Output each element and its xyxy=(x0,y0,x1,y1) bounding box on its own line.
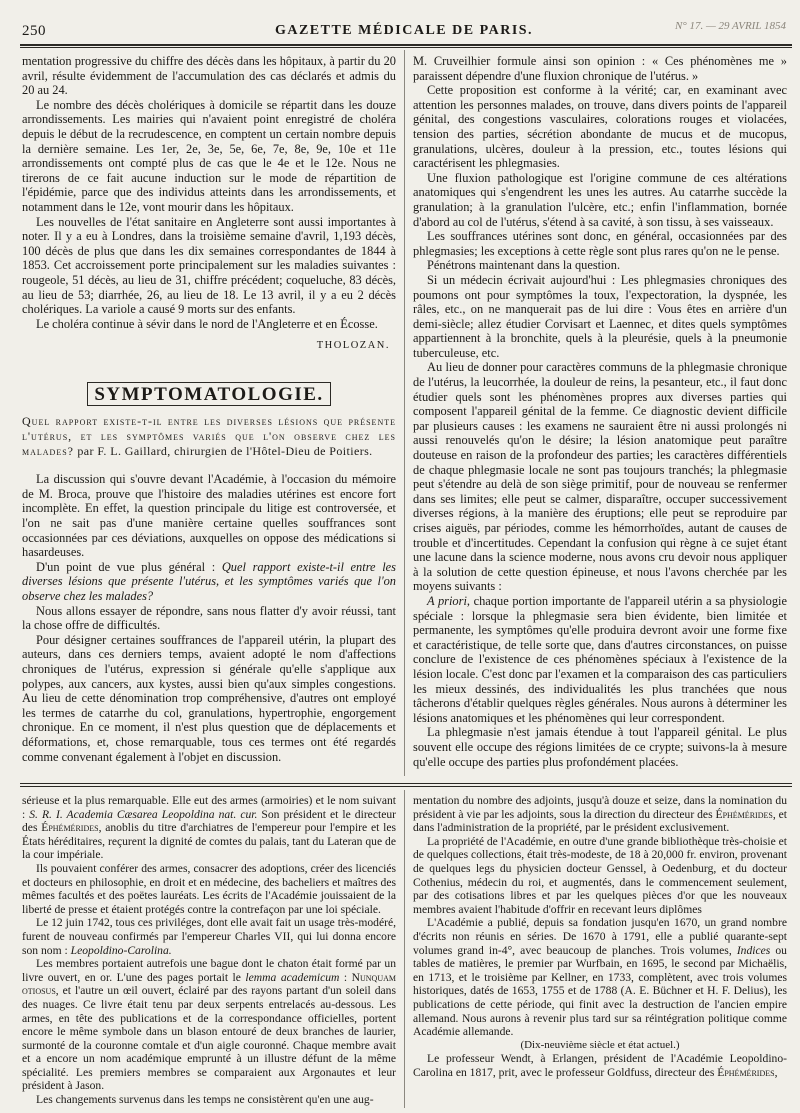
feuilleton-left-column xyxy=(22,794,396,1107)
journal-title: GAZETTE MÉDICALE DE PARIS. xyxy=(274,23,534,38)
author-signature: THOLOZAN. xyxy=(316,340,390,352)
page-number: 250 xyxy=(22,23,46,39)
paragraph: Pour désigner certaines souffrances de l'appareil utérin, la plupart des auteurs, dans ces derniers temps, avaient adopté le nom d'affections chroniques de l'utérus, expression si générale qu'elle s'applique aux polypes, aux cancers, aux kystes, aussi bien qu'aux simples congestions. Au lieu de cette dénomination trop compréhensive, d'autres ont employé les termes de catarrhe du col, granulations, hypertrophie, engorgement chronique. En ce moment, il n'est plus question que de déplacements et déformations, et, chose remarquable, tous ces termes ont été regardés comme convenant également à l'objet en discussion. xyxy=(22,632,396,764)
paragraph: Les souffrances utérines sont donc, en général, occasionnées par des phlegmasies; les exceptions à cette règle sont plus rares qu'on ne le pense. xyxy=(413,229,787,258)
paragraph: D'un point de vue plus général : Quel rapport existe-t-il entre les diverses lésions que présente l'utérus, et les symptômes variés que l'on observe chez les malades? xyxy=(22,559,396,603)
column-divider xyxy=(404,50,405,776)
feuilleton-right-column xyxy=(413,794,787,1079)
paragraph: Une fluxion pathologique est l'origine commune de ces altérations anatomiques qui s'engendrent les unes les autres. Au catarrhe succède la granulation; à la granulation l'ulcère, etc.; enfin l'inflammation, bornée d'abord au col de l'utérus, s'étend à sa cavité, à son tissu, à ses vaisseaux. xyxy=(413,170,787,229)
paragraph: Cette proposition est conforme à la vérité; car, en examinant avec attention les personnes malades, on trouve, dans divers points de l'appareil génital, des congestions vasculaires, colorations rouges et violacées, tension des parties, sécrétion abondante de mucus et de mucopus, granulations, ulcères, douleur à la pression, etc., toutes lésions qui caractérisent les phlegmasies. xyxy=(413,83,787,171)
section-heading: SYMPTOMATOLOGIE. xyxy=(22,388,396,403)
paragraph: La propriété de l'Académie, en outre d'une grande bibliothèque très-choisie et de quelques collections, était très-modeste, de 18 à 20,000 fr. environ, provenant de quelques legs du physicien docteur Genssel, à Oedenburg, et du docteur Cothenius, médecin du roi, et augmentés, dans le commencement seulement, par des cotisations libres et par les quelques pièces d'or que les nouveaux membres avaient l'habitude d'offrir en recevant leurs diplômes xyxy=(413,834,787,916)
paragraph: Le nombre des décès cholériques à domicile se répartit dans les douze arrondissements. Les mairies qui n'avaient point enregistré de choléra depuis le début de la recrudescence, en comptent un certain nombre depuis la dernière semaine. Les 1er, 2e, 3e, 5e, 6e, 7e, 8e, 9e, 10e et 11e arrondissements ont compté plus de cas que le 4e et le 12e. Nous ne tirerons de ce fait aucune induction sur le mode de répartition de l'épidémie, parce que des individus atteints dans les arrondissements, et notamment dans le 12e, vont mourir dans les hôpitaux. xyxy=(22,97,396,214)
paragraph: Les nouvelles de l'état sanitaire en Angleterre sont aussi importantes à noter. Il y a eu à Londres, dans la troisième semaine d'avril, 1,193 décès, 100 décès de plus que dans les dix semaines correspondantes de 1844 à 1853. Cet accroissement porte principalement sur les maladies suivantes : rougeole, 51 décès, au lieu de 31, chiffre précédent; coqueluche, 83 décès, au lieu de 53; diarrhée, 26, au lieu de 18. Le 13 avril, il y a eu 2 décès cholériques. La variole a causé 9 morts sur des enfants. xyxy=(22,214,396,317)
paragraph: Ils pouvaient conférer des armes, consacrer des adoptions, créer des licenciés et docteurs en philosophie, en droit et en médecine, des bacheliers et maîtres des mêmes facultés et des poëtes lauréats. Les écrits de l'Académie jouissaient de la liberté de presse et étaient protégés contre la contrefaçon par une loi spéciale. xyxy=(22,861,396,916)
paragraph: A priori, chaque portion importante de l'appareil utérin a sa physiologie spéciale : lorsque la phlegmasie sera bien évidente, bien limitée et permanente, les symptômes qu'elle produira devront avoir une forme fixe et caractéristique, de telle sorte que, dans d'autres circonstances, on puisse conclure de l'existence de ces phénomènes spéciaux à l'existence de la lésion locale. C'est donc par l'examen et la comparaison des cas particuliers les mieux dessinés, des individualités les plus tranchées que nous tâcherons d'établir quelques règles générales. Nous aurons à déterminer les lésions anatomiques et les phénomènes qui leur correspondent. xyxy=(413,593,787,725)
subsection-heading: (Dix-neuvième siècle et état actuel.) xyxy=(520,1038,680,1051)
paragraph: Pénétrons maintenant dans la question. xyxy=(427,258,621,273)
paragraph: Au lieu de donner pour caractères communs de la phlegmasie chronique de l'utérus, la leucorrhée, la douleur de reins, la pesanteur, etc., il faut donc étudier quels sont les phénomènes propres aux diverses parties qui composent l'appareil génital de la femme. Ce diagnostic devient difficile par plusieurs causes : les examens ne sauraient être ni aussi prolongés ni aussi renouvelés qu'on le désire; la lésion anatomique peut paraître douteuse en raison de la profondeur des parties; les caractères différentiels de chaque phlegmasie locale ne sont pas toujours tranchés; la phlegmasie peut s'étendre au delà de son siège primitif, pour de nouveau se renfermer dans ses limites; elle peut se calmer, disparaître, occuper successivement diverses régions, à la manière des éruptions; elle peut se reproduire par crises aiguës, par périodes, comme les hémorrhoïdes, autant de causes de trouble et d'incertitudes. Cependant la confusion qui règne à ce sujet étant une lacune dans la science moderne, nous avons cru devoir nous appliquer à la solution de cette question épineuse, et nous l'avons cherchée par les moyens suivants : xyxy=(413,360,787,594)
header-rule xyxy=(20,44,792,46)
feuilleton-column-divider xyxy=(404,790,405,1108)
library-stamp: N° 17. — 29 AVRIL 1854 xyxy=(674,20,786,32)
header-rule-thin xyxy=(20,47,792,48)
paragraph: sérieuse et la plus remarquable. Elle eut des armes (armoiries) et le nom suivant : S. R. I. Academia Cæsarea Leopoldina nat. cur. Son président et le directeur des Éphémérides, anoblis du titre d'archiatres de l'empereur pour l'empire et les États héréditaires, reçurent la dignité de comtes du palais, tant du Lateran que de la cour impériale. xyxy=(22,794,396,862)
feuilleton-rule-thin xyxy=(20,786,792,787)
paragraph: mentation progressive du chiffre des décès dans les hôpitaux, à partir du 20 avril, résulte évidemment de l'accumulation des cas déclarés et admis du 20 au 24. xyxy=(22,54,396,98)
paragraph: Le professeur Wendt, à Erlangen, président de l'Académie Leopoldino-Carolina en 1817, prit, avec le professeur Goldfuss, directeur des Éphémérides, xyxy=(413,1052,787,1079)
paragraph: La discussion qui s'ouvre devant l'Académie, à l'occasion du mémoire de M. Broca, prouve que l'histoire des maladies utérines est encore fort incomplète. En effet, la question principale du litige est controversée, et l'on ne sait pas d'une manière certaine quelles souffrances sont occasionnées par ces déviations, auxquelles on oppose des médications si hasardeuses. xyxy=(22,472,396,560)
paragraph: mentation du nombre des adjoints, jusqu'à douze et seize, dans la nomination du président à vie par les adjoints, sous la direction du directeur des Éphémérides, et dans l'administration de la propriété, par le président exclusivement. xyxy=(413,794,787,835)
paragraph: M. Cruveilhier formule ainsi son opinion : « Ces phénomènes me » paraissent dépendre d'une fluxion chronique de l'utérus. » xyxy=(413,54,787,83)
paragraph: La phlegmasie n'est jamais étendue à tout l'appareil génital. Le plus souvent elle occupe des régions limitées de ce crypte; suivons-la à mesure qu'elle occupe des parties plus profondément placées. xyxy=(413,725,787,769)
article-heading: Quel rapport existe-t-il entre les diverses lésions que présente l'utérus, et les symptômes variés que l'on observe chez les malades? par F. L. Gaillard, chirurgien de l'Hôtel-Dieu de Poitiers. xyxy=(22,414,396,458)
feuilleton-rule xyxy=(20,783,792,784)
paragraph: Le choléra continue à sévir dans le nord de l'Angleterre et en Écosse. xyxy=(36,316,378,331)
page-header xyxy=(18,20,790,42)
paragraph: Les membres portaient autrefois une bague dont le chaton était formé par un livre ouvert, en or. L'une des pages portait le lemma academicum : Nunquam otiosus, et l'autre un œil ouvert, éclairé par des rayons partant d'un soleil dans des nuages. Ce livre était tenu par deux serpents entrelacés au-dessous. Les armes, en tête des publications et de la correspondance officielles, portent encore le même symbole dans un blason entouré de deux branches de laurier, surmonté de la couronne comtale et d'un aigle couronné. Chaque membre avait et a encore un nom académique emprunté à un illustre défunt de la même spécialité. Les premiers membres se comparaient aux Argonautes et leur président à Jason. xyxy=(22,957,396,1093)
paragraph: Les changements survenus dans les temps ne consistèrent qu'en une aug- xyxy=(36,1093,374,1107)
paragraph: Si un médecin écrivait aujourd'hui : Les phlegmasies chroniques des poumons ont pour symptômes la toux, l'expectoration, la dyspnée, les râles, etc., on ne manquerait pas de lui dire : Vous êtes en arrière d'un demi-siècle; allez étudier Corvisart et Laennec, et dites quels symptômes appartiennent à la bronchite, quels à la pleurésie, quels à la pneumonie tuberculeuse, etc. xyxy=(413,272,787,360)
left-column xyxy=(22,54,396,764)
paragraph: L'Académie a publié, depuis sa fondation jusqu'en 1670, un grand nombre d'écrits non réunis en séries. De 1670 à 1791, elle a publié quarante-sept volumes grand in-4°, avec beaucoup de planches. Trois volumes, Indices ou tables de matières, le premier par Wurfbain, en 1695, le second par Michaëlis, en 1713, et le troisième par Kellner, en 1733, complètent, avec trois volumes historiques, datés de 1653, 1755 et de 1788 (A. E. Büchner et H. F. Delius), les publications de cette période, qui finit avec la destruction de l'ancien empire allemand. Nous aurons à revenir plus tard sur sa réintégration politique comme Académie allemande. xyxy=(413,916,787,1039)
paragraph: Nous allons essayer de répondre, sans nous flatter d'y avoir réussi, tant la chose offre de difficultés. xyxy=(22,603,396,633)
right-column xyxy=(413,54,787,769)
paragraph: Le 12 juin 1742, tous ces priviléges, dont elle avait fait un usage très-modéré, furent de nouveau confirmés par l'empereur Charles VII, qui lui donna encore son nom : Leopoldino-Carolina. xyxy=(22,916,396,957)
